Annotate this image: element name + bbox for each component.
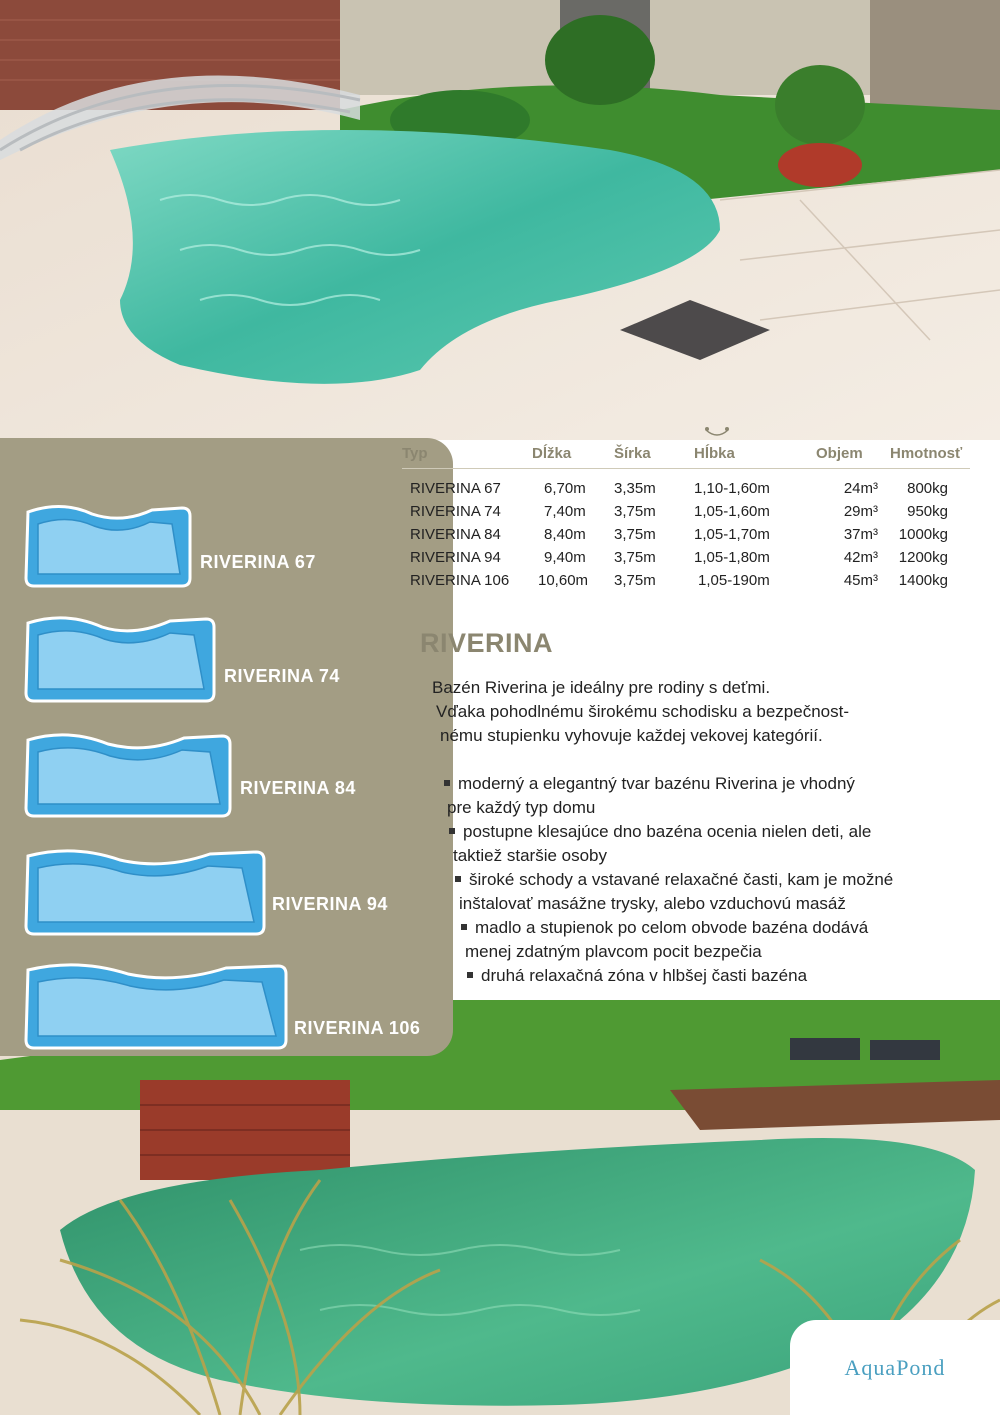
table-cell: 1,05-1,60m bbox=[694, 503, 770, 520]
table-row bbox=[402, 500, 970, 523]
bullet-icon bbox=[455, 876, 461, 882]
column-header-hlbka: Hĺbka bbox=[694, 436, 816, 469]
bullet-item bbox=[467, 966, 807, 986]
bullet-continuation: pre každý typ domu bbox=[447, 798, 596, 817]
bullet-item bbox=[461, 918, 868, 938]
table-cell: 10,60m bbox=[538, 572, 589, 589]
table-cell: 1,05-190m bbox=[698, 572, 770, 589]
column-header-typ: Typ bbox=[402, 436, 532, 469]
table-cell: 1200kg bbox=[898, 549, 948, 566]
spec-table bbox=[402, 436, 982, 592]
table-cell: 800kg bbox=[907, 480, 948, 497]
table-cell: RIVERINA 94 bbox=[410, 549, 501, 566]
depth-icon bbox=[704, 426, 730, 440]
spec-table-grid bbox=[402, 436, 970, 592]
table-cell: 24m³ bbox=[843, 480, 878, 497]
table-cell: 37m³ bbox=[843, 526, 878, 543]
pool-shape-riverina-94 bbox=[22, 846, 268, 938]
pool-label: RIVERINA 84 bbox=[240, 778, 356, 798]
table-cell: 8,40m bbox=[544, 526, 586, 543]
table-cell: 3,75m bbox=[614, 503, 656, 520]
table-cell: 1,05-1,70m bbox=[694, 526, 770, 543]
pool-shapes-panel bbox=[0, 438, 453, 1056]
table-row bbox=[402, 477, 970, 500]
bullet-text: postupne klesajúce dno bazéna ocenia nielen deti, ale bbox=[463, 822, 872, 841]
table-cell: 6,70m bbox=[544, 480, 586, 497]
bullet-text: druhá relaxačná zóna v hlbšej časti bazéna bbox=[481, 966, 808, 985]
column-header-sirka: Šírka bbox=[614, 436, 694, 469]
bullet-continuation: taktiež staršie osoby bbox=[453, 846, 608, 865]
table-cell: RIVERINA 84 bbox=[410, 526, 501, 543]
column-header-objem: Objem bbox=[816, 436, 890, 469]
pool-label: RIVERINA 106 bbox=[294, 1018, 421, 1038]
intro-line: Vďaka pohodlnému širokému schodisku a bezpečnost- bbox=[436, 702, 850, 721]
table-cell: 1000kg bbox=[898, 526, 948, 543]
pool-shape-riverina-106 bbox=[22, 960, 290, 1052]
table-cell: 1400kg bbox=[898, 572, 948, 589]
intro-line: Bazén Riverina je ideálny pre rodiny s deťmi. bbox=[432, 678, 771, 697]
table-cell: 950kg bbox=[907, 503, 948, 520]
top-pool-photo bbox=[0, 0, 1000, 440]
table-row bbox=[402, 569, 970, 592]
table-cell: 3,35m bbox=[614, 480, 656, 497]
bullet-text: široké schody a vstavané relaxačné časti, kam je možné bbox=[469, 870, 894, 889]
bullet-text: moderný a elegantný tvar bazénu Riverina je vhodný bbox=[458, 774, 855, 793]
table-cell: 42m³ bbox=[843, 549, 878, 566]
table-cell: 3,75m bbox=[614, 572, 656, 589]
table-cell: 1,05-1,80m bbox=[694, 549, 770, 566]
table-cell: 9,40m bbox=[544, 549, 586, 566]
table-cell: 29m³ bbox=[843, 503, 878, 520]
pool-shape-riverina-67 bbox=[22, 502, 194, 590]
table-cell: RIVERINA 74 bbox=[410, 503, 501, 520]
table-cell: 45m³ bbox=[843, 572, 878, 589]
bullet-item bbox=[444, 774, 855, 794]
aquapond-logo: AquaPond bbox=[844, 1354, 946, 1380]
table-header-row bbox=[402, 436, 970, 469]
table-cell: 3,75m bbox=[614, 549, 656, 566]
bullet-icon bbox=[449, 828, 455, 834]
column-header-dlzka: Dĺžka bbox=[532, 436, 614, 469]
table-cell: RIVERINA 106 bbox=[410, 572, 510, 589]
bullet-icon bbox=[467, 972, 473, 978]
pool-label: RIVERINA 74 bbox=[224, 666, 340, 686]
bullet-icon bbox=[444, 780, 450, 786]
intro-line: nému stupienku vyhovuje každej vekovej kategórií. bbox=[440, 726, 823, 745]
logo-box bbox=[790, 1320, 1000, 1415]
table-row bbox=[402, 546, 970, 569]
bullet-icon bbox=[461, 924, 467, 930]
table-cell: RIVERINA 67 bbox=[410, 480, 501, 497]
bullet-continuation: menej zdatným plavcom pocit bezpečia bbox=[465, 942, 762, 961]
table-row bbox=[402, 523, 970, 546]
pool-shape-riverina-84 bbox=[22, 730, 234, 820]
bullet-continuation: inštalovať masážne trysky, alebo vzduchovú masáž bbox=[459, 894, 846, 913]
section-title: RIVERINA bbox=[420, 628, 554, 658]
bullet-item bbox=[455, 870, 893, 890]
pool-label: RIVERINA 67 bbox=[200, 552, 316, 572]
pool-label: RIVERINA 94 bbox=[272, 894, 388, 914]
bullet-text: madlo a stupienok po celom obvode bazéna dodává bbox=[475, 918, 869, 937]
column-header-hmotnost: Hmotnosť bbox=[890, 436, 970, 469]
table-cell: 1,10-1,60m bbox=[694, 480, 770, 497]
bullet-item bbox=[449, 822, 871, 842]
pool-shape-riverina-74 bbox=[22, 613, 218, 705]
table-cell: 3,75m bbox=[614, 526, 656, 543]
table-cell: 7,40m bbox=[544, 503, 586, 520]
